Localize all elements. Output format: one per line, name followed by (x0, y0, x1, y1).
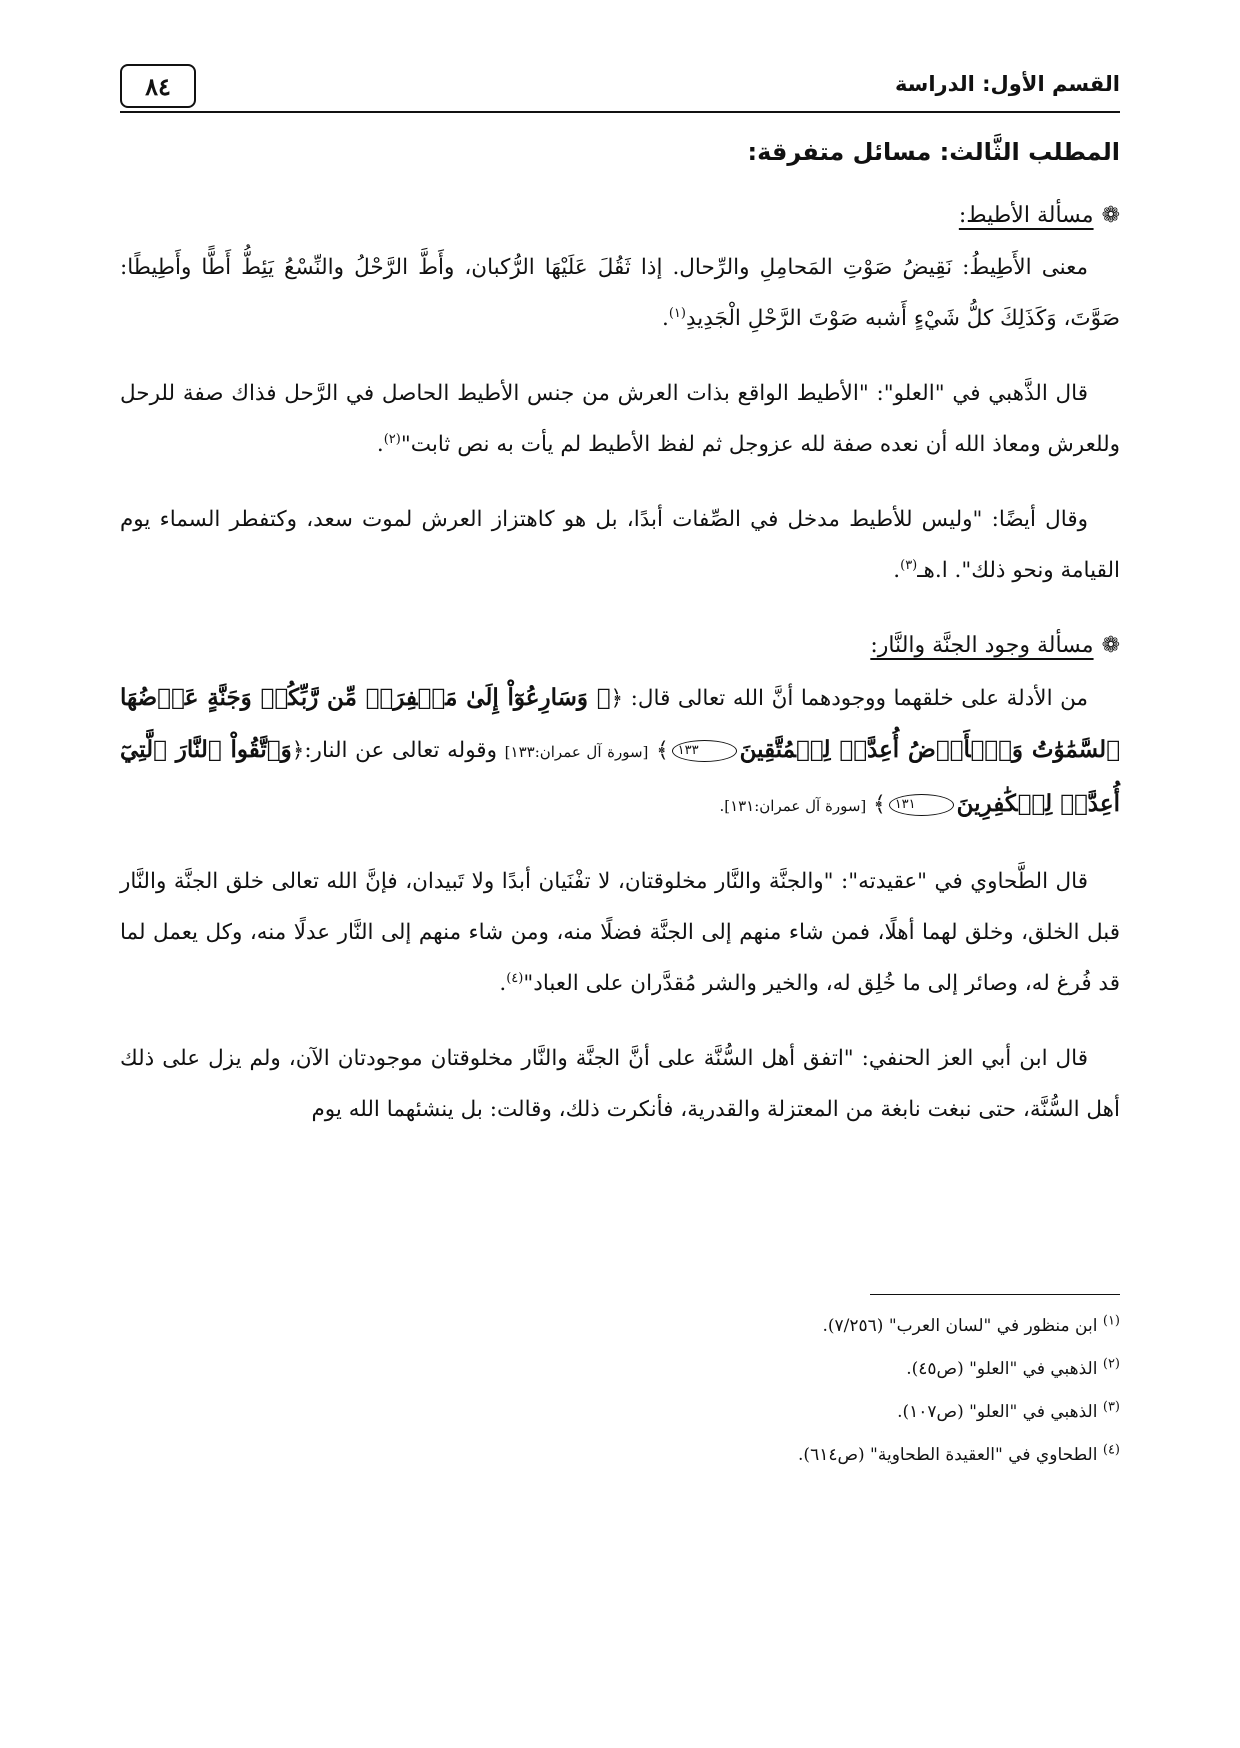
verse-number: ١٣١ (889, 794, 954, 816)
footnote-number: (١) (1102, 1313, 1120, 1329)
header-title: القسم الأول: الدراسة (894, 72, 1120, 96)
footnote-ref: (١) (668, 305, 686, 321)
subheading-label: مسألة الأطيط: (958, 203, 1094, 228)
footnote-ref: (٣) (900, 557, 918, 573)
footnote-number: (٣) (1102, 1399, 1120, 1415)
surah-reference: [سورة آل عمران:١٣٣] (504, 743, 649, 761)
subheading-label: مسألة وجود الجنَّة والنَّار: (870, 633, 1094, 658)
verse-number: ١٣٣ (672, 740, 737, 762)
footnote (120, 1394, 1120, 1431)
flower-icon: ❁ (1101, 633, 1120, 658)
footnote-text: الطحاوي في "العقيدة الطحاوية" (ص٦١٤). (798, 1445, 1098, 1465)
paragraph-text: قال الذَّهبي في "العلو": "الأطيط الواقع بذات العرش من جنس الأطيط الحاصل في الرَّحل فذاك صفة للرحل وللعرش ومعاذ الله أن نعده صفة لله عزوجل ثم لفظ الأطيط لم يأت به نص ثابت" (120, 381, 1120, 457)
flower-icon: ❁ (1101, 203, 1120, 228)
paragraph-text: قال الطَّحاوي في "عقيدته": "والجنَّة والنَّار مخلوقتان، لا تفْنَيان أبدًا ولا تَبيدان، فإنَّ الله تعالى خلق الجنَّة والنَّار قبل الخلق، وخلق لهما أهلًا، فمن شاء منهم إلى الجنَّة فضلًا منه، ومن شاء منهم إلى النَّار عدلًا منه، وكل يعمل لما قد فُرغ له، وصائر إلى ما خُلِق له، والخير والشر مُقدَّران على العباد" (120, 869, 1120, 996)
paragraph-text: وقوله تعالى عن النار:﴿ (291, 738, 497, 763)
paragraph-text: وقال أيضًا: "وليس للأطيط مدخل في الصِّفات أبدًا، بل هو كاهتزاز العرش لموت سعد، وكتفطر السماء يوم القيامة ونحو ذلك". ا.هـ (120, 507, 1120, 583)
page-number: ٨٤ (120, 64, 196, 108)
paragraph-3: وقال أيضًا: "وليس للأطيط مدخل في الصِّفات أبدًا، بل هو كاهتزاز العرش لموت سعد، وكتفطر السماء يوم القيامة ونحو ذلك". ا.هـ$^{(٣)}$. (120, 507, 1120, 583)
surah-reference: [سورة آل عمران:١٣١]. (719, 797, 867, 815)
footnotes (120, 1308, 1120, 1480)
quran-verse: ۞ وَسَارِعُوٓاْ إِلَىٰ مَغۡفِرَةٖ مِّن رَّبِّكُمۡ وَجَنَّةٍ عَرۡضُهَا ٱلسَّمَٰوَٰتُ وَٱلۡأَرۡضُ أُعِدَّتۡ لِلۡمُتَّقِينَ (120, 684, 1120, 763)
page-header (120, 60, 1120, 112)
footnote-ref: (٢) (383, 431, 401, 447)
footnote-rule (870, 1294, 1120, 1295)
section-title: المطلب الثَّالث: مسائل متفرقة: (747, 138, 1120, 166)
paragraph-1: معنى الأَطِيطُ: نَقِيضُ صَوْتِ المَحامِلِ والرِّحال. إذا ثَقُلَ عَلَيْهَا الرُّكبان، وأَطَّ الرَّحْلُ والنِّسْعُ يَئِطُّ أَطًّا وأَطِيطًا: صَوَّتَ، وَكَذَلِكَ كلُّ شَيْءٍ أَشبه صَوْتَ الرَّحْلِ الْجَدِيدِ$^{(١)}$. (120, 255, 1120, 331)
paragraph-text: قال ابن أبي العز الحنفي: "اتفق أهل السُّنَّة على أنَّ الجنَّة والنَّار مخلوقتان موجودتان الآن، ولم يزل على ذلك أهل السُّنَّة، حتى نبغت نابغة من المعتزلة والقدرية، فأنكرت ذلك، وقالت: بل ينشئهما الله يوم (120, 1046, 1120, 1122)
footnote (120, 1308, 1120, 1345)
quran-verse: وَٱتَّقُواْ ٱلنَّارَ ٱلَّتِيٓ أُعِدَّتۡ لِلۡكَٰفِرِينَ (120, 736, 1120, 817)
main-content (120, 128, 1120, 1159)
paragraph-text: معنى الأَطِيطُ: نَقِيضُ صَوْتِ المَحامِلِ والرِّحال. إذا ثَقُلَ عَلَيْهَا الرُّكبان، وأَطَّ الرَّحْلُ والنِّسْعُ يَئِطُّ أَطًّا وأَطِيطًا: صَوَّتَ، وَكَذَلِكَ كلُّ شَيْءٍ أَشبه صَوْتَ الرَّحْلِ الْجَدِيدِ (120, 255, 1120, 331)
subheading-jannah (120, 620, 1120, 672)
paragraph-5: قال الطَّحاوي في "عقيدته": "والجنَّة والنَّار مخلوقتان، لا تفْنَيان أبدًا ولا تَبيدان، فإنَّ الله تعالى خلق الجنَّة والنَّار قبل الخلق، وخلق لهما أهلًا، فمن شاء منهم إلى الجنَّة فضلًا منه، ومن شاء منهم إلى النَّار عدلًا منه، وكل يعمل لما قد فُرغ له، وصائر إلى ما خُلِق له، والخير والشر مُقدَّران على العباد"$^{(٤)}$. (120, 869, 1120, 996)
footnote-number: (٢) (1102, 1356, 1120, 1372)
paragraph-4: من الأدلة على خلقهما ووجودهما أنَّ الله تعالى قال: ﴿۞ وَسَارِعُوٓاْ إِلَىٰ مَغۡفِرَةٖ مِّن رَّبِّكُمۡ وَجَنَّةٍ عَرۡضُهَا ٱلسَّمَٰوَٰتُ وَٱلۡأَرۡضُ أُعِدَّتۡ لِلۡمُتَّقِينَ١٣٣﴾ [سورة آل عمران:١٣٣] وقوله تعالى عن النار:﴿وَٱتَّقُواْ ٱلنَّارَ ٱلَّتِيٓ أُعِدَّتۡ لِلۡكَٰفِرِينَ١٣١﴾ [سورة آل عمران:١٣١]. (120, 684, 1120, 817)
header-rule (120, 111, 1120, 113)
subheading-atit (120, 190, 1120, 242)
footnote-text: الذهبي في "العلو" (ص٤٥). (906, 1359, 1098, 1379)
paragraph-text: من الأدلة على خلقهما ووجودهما أنَّ الله تعالى قال: ﴿ (610, 686, 1088, 711)
paragraph-6 (120, 1033, 1120, 1135)
footnote-ref: (٤) (506, 970, 524, 986)
footnote-text: ابن منظور في "لسان العرب" (٧/٢٥٦). (822, 1316, 1098, 1336)
footnote-text: الذهبي في "العلو" (ص١٠٧). (897, 1402, 1098, 1422)
footnote (120, 1437, 1120, 1474)
footnote (120, 1351, 1120, 1388)
footnote-number: (٤) (1102, 1442, 1120, 1458)
paragraph-2: قال الذَّهبي في "العلو": "الأطيط الواقع بذات العرش من جنس الأطيط الحاصل في الرَّحل فذاك صفة للرحل وللعرش ومعاذ الله أن نعده صفة لله عزوجل ثم لفظ الأطيط لم يأت به نص ثابت"$^{(٢)}$. (120, 381, 1120, 457)
